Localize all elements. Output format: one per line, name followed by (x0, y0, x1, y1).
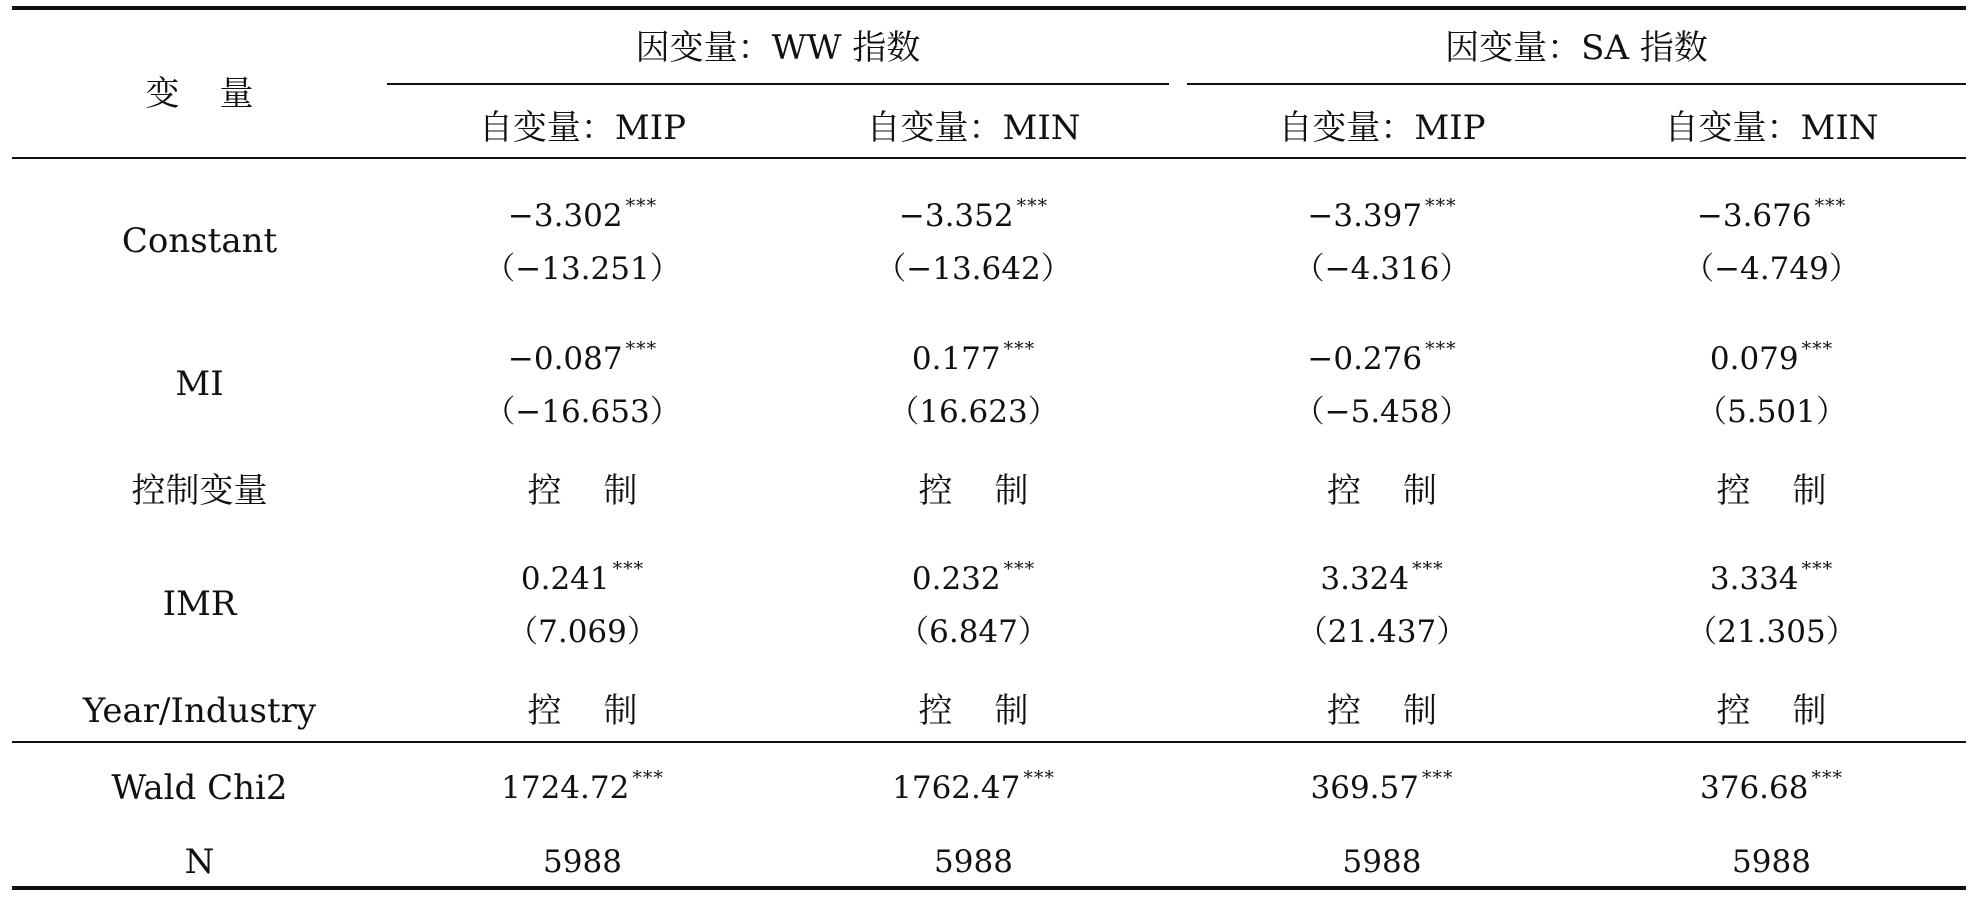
tstat-constant-4: （−4.749） (1683, 251, 1860, 287)
coef-constant-2: −3.352 *** (898, 195, 1049, 234)
tstat-imr-4: （21.305） (1686, 614, 1857, 650)
header-group-sa: 因变量：SA 指数 (1445, 28, 1708, 68)
row-label-mi: MI (175, 364, 224, 404)
table-top-rule (12, 6, 1966, 10)
n-cell-3: 5988 (1342, 844, 1422, 880)
row-label-constant: Constant (121, 221, 278, 261)
year-industry-cell-4: 控制 (1716, 691, 1869, 731)
subheader-col-3: 自变量：MIP (1278, 108, 1486, 148)
header-group-rule-ww (387, 83, 1169, 85)
coef-mi-3: −0.276 *** (1307, 338, 1457, 377)
row-label-controls: 控制变量 (131, 471, 268, 511)
header-bottom-rule (12, 157, 1966, 159)
n-cell-2: 5988 (934, 844, 1013, 880)
subheader-col-4: 自变量：MIN (1664, 108, 1879, 148)
coef-constant-4: −3.676 *** (1696, 195, 1847, 234)
coef-imr-4: 3.334 *** (1709, 558, 1834, 597)
row-label-n: N (184, 842, 215, 882)
tstat-constant-1: （−13.251） (484, 251, 681, 287)
controls-cell-4: 控制 (1716, 471, 1869, 511)
wald-chi2-3: 369.57 *** (1310, 767, 1454, 806)
stats-separator-rule (12, 741, 1966, 743)
coef-imr-1: 0.241 *** (520, 558, 645, 597)
coef-mi-2: 0.177 *** (911, 338, 1036, 377)
coef-mi-4: 0.079 *** (1709, 338, 1834, 377)
tstat-constant-3: （−4.316） (1293, 251, 1471, 287)
subheader-col-1: 自变量：MIP (478, 108, 687, 148)
wald-chi2-4: 376.68 *** (1700, 767, 1843, 806)
tstat-imr-2: （6.847） (898, 614, 1049, 650)
wald-chi2-2: 1762.47 *** (892, 767, 1055, 806)
controls-cell-1: 控制 (527, 471, 680, 511)
tstat-mi-3: （−5.458） (1293, 394, 1471, 430)
coef-constant-3: −3.397 *** (1307, 195, 1457, 234)
n-cell-4: 5988 (1732, 844, 1811, 880)
coef-imr-2: 0.232 *** (911, 558, 1036, 597)
row-label-imr: IMR (162, 584, 237, 624)
coef-mi-1: −0.087 *** (507, 338, 658, 377)
n-cell-1: 5988 (543, 844, 622, 880)
year-industry-cell-2: 控制 (918, 691, 1071, 731)
header-variable: 变量 (145, 74, 294, 114)
wald-chi2-1: 1724.72 *** (501, 767, 664, 806)
tstat-imr-3: （21.437） (1296, 614, 1468, 650)
header-group-ww: 因变量：WW 指数 (635, 28, 921, 68)
regression-table (12, 6, 1966, 896)
header-group-rule-sa (1187, 83, 1966, 85)
tstat-constant-2: （−13.642） (875, 251, 1072, 287)
year-industry-cell-1: 控制 (527, 691, 680, 731)
tstat-imr-1: （7.069） (507, 614, 658, 650)
tstat-mi-4: （5.501） (1696, 394, 1847, 430)
row-label-wald-chi2: Wald Chi2 (111, 768, 288, 808)
tstat-mi-1: （−16.653） (484, 394, 681, 430)
table-bottom-rule (12, 886, 1966, 890)
row-label-year-industry: Year/Industry (82, 691, 317, 731)
subheader-col-2: 自变量：MIN (866, 108, 1081, 148)
year-industry-cell-3: 控制 (1327, 691, 1479, 731)
controls-cell-3: 控制 (1327, 471, 1479, 511)
coef-imr-3: 3.324 *** (1320, 558, 1444, 597)
coef-constant-1: −3.302 *** (507, 195, 658, 234)
controls-cell-2: 控制 (918, 471, 1071, 511)
tstat-mi-2: （16.623） (888, 394, 1059, 430)
